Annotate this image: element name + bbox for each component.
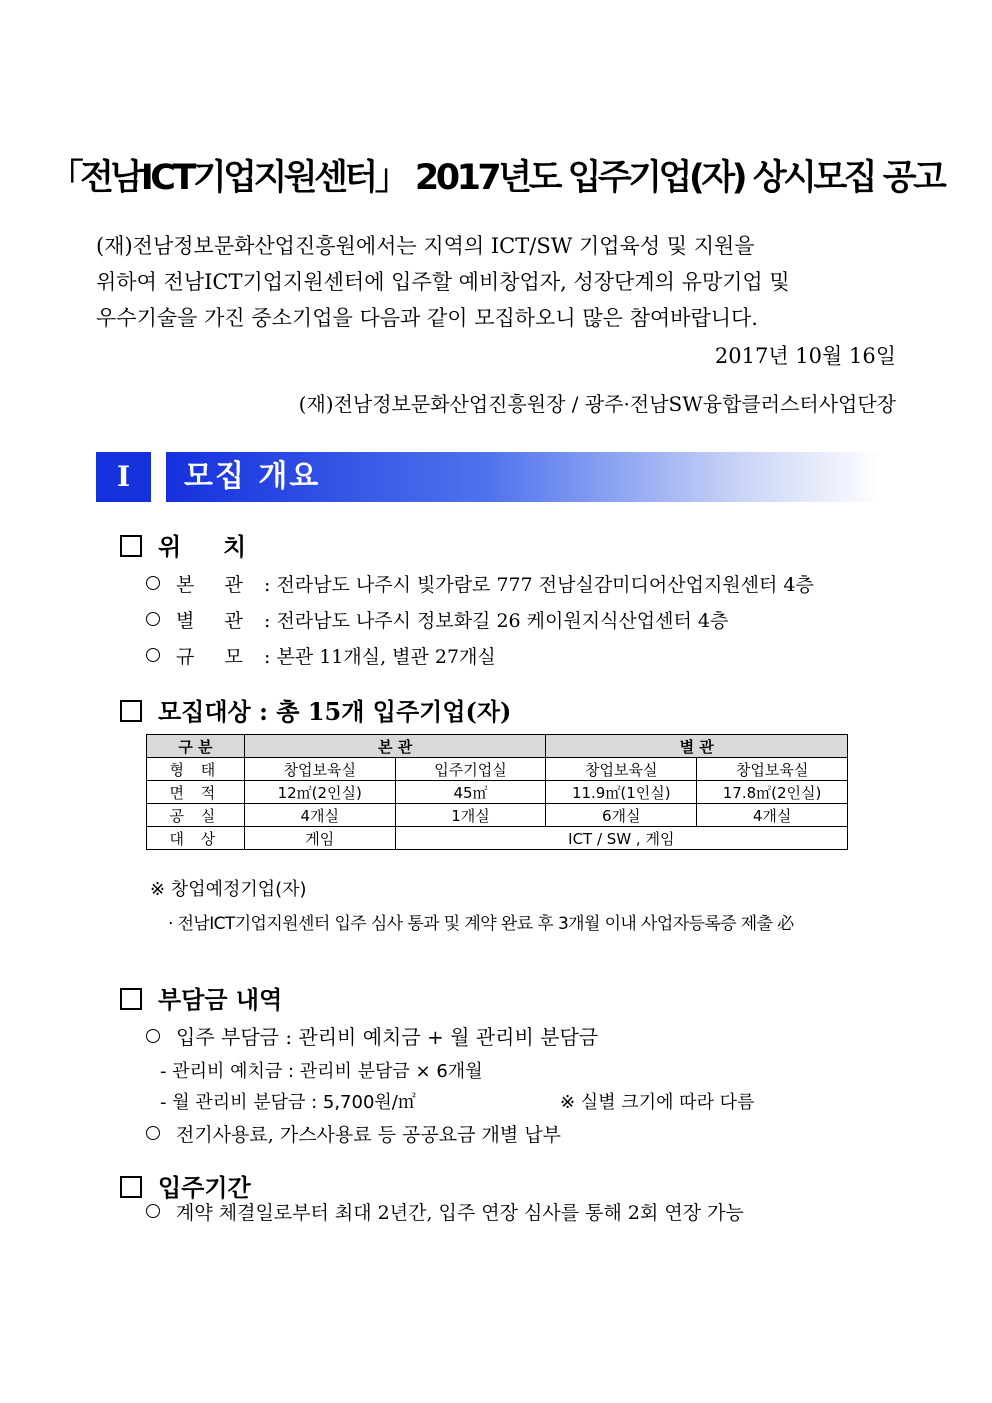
- recruitment-table: [146, 734, 848, 850]
- location-item-annex: 별 관 : 전라남도 나주시 정보화길 26 케이원지식산업센터 4층: [146, 606, 728, 633]
- table-cell: 4개실: [244, 804, 395, 827]
- table-cell: 게임: [244, 827, 395, 850]
- circle-bullet-icon: [146, 576, 160, 590]
- table-cell: ICT / SW , 게임: [395, 827, 847, 850]
- fees-item: 입주 부담금 : 관리비 예치금 + 월 관리비 분담금: [146, 1021, 598, 1050]
- table-cell: 4개실: [697, 804, 848, 827]
- intro-line: 우수기술을 가진 중소기업을 다음과 같이 모집하오니 많은 참여바랍니다.: [96, 306, 758, 330]
- circle-bullet-icon: [146, 1126, 160, 1140]
- table-cell: 11.9㎡(1인실): [546, 781, 697, 804]
- fees-heading: 부담금 내역: [120, 980, 282, 1015]
- checkbox-square-icon: [120, 535, 142, 557]
- location-item-main: 본 관 : 전라남도 나주시 빛가람로 777 전남실감미디어산업지원센터 4층: [146, 570, 814, 597]
- period-item: 계약 체결일로부터 최대 2년간, 입주 연장 심사를 통해 2회 연장 가능: [146, 1198, 744, 1225]
- intro-line: 위하여 전남ICT기업지원센터에 입주할 예비창업자, 성장단계의 유망기업 및: [96, 270, 790, 294]
- table-cell: 입주기업실: [395, 758, 546, 781]
- fees-item: 전기사용료, 가스사용료 등 공공요금 개별 납부: [146, 1120, 561, 1147]
- page-title: 「전남ICT기업지원센터」 2017년도 입주기업(자) 상시모집 공고: [48, 158, 944, 198]
- table-row: [147, 758, 848, 781]
- table-cell: 45㎡: [395, 781, 546, 804]
- note-title: ※ 창업예정기업(자): [150, 879, 307, 900]
- row-label: 대 상: [147, 827, 245, 850]
- table-cell: 17.8㎡(2인실): [697, 781, 848, 804]
- checkbox-square-icon: [120, 1176, 142, 1198]
- period-heading: 입주기간: [120, 1168, 251, 1203]
- intro-line: (재)전남정보문화산업진흥원에서는 지역의 ICT/SW 기업육성 및 지원을: [96, 234, 755, 258]
- location-heading: 위 치: [120, 527, 246, 562]
- table-row: [147, 827, 848, 850]
- checkbox-square-icon: [120, 700, 142, 722]
- table-cell: 6개실: [546, 804, 697, 827]
- intro-paragraph: [96, 228, 896, 336]
- fees-subitem: - 관리비 예치금 : 관리비 분담금 × 6개월: [160, 1061, 483, 1082]
- row-label: 면 적: [147, 781, 245, 804]
- location-item-scale: 규 모 : 본관 11개실, 별관 27개실: [146, 642, 496, 669]
- note-detail: · 전남ICT기업지원센터 입주 심사 통과 및 계약 완료 후 3개월 이내 사업자등록증 제출 必: [168, 914, 794, 934]
- circle-bullet-icon: [146, 648, 160, 662]
- row-label: 공 실: [147, 804, 245, 827]
- table-cell: 창업보육실: [546, 758, 697, 781]
- row-label: 형 태: [147, 758, 245, 781]
- table-header-cell: 구 분: [147, 735, 245, 758]
- table-cell: 1개실: [395, 804, 546, 827]
- target-heading: 모집대상 : 총 15개 입주기업(자): [120, 692, 511, 727]
- table-header-cell: 별 관: [546, 735, 848, 758]
- table-header-cell: 본 관: [244, 735, 546, 758]
- checkbox-square-icon: [120, 988, 142, 1010]
- fees-subitem-note: ※ 실별 크기에 따라 다름: [560, 1092, 755, 1113]
- fees-subitem: - 월 관리비 분담금 : 5,700원/㎡: [160, 1092, 416, 1113]
- table-cell: 12㎡(2인실): [244, 781, 395, 804]
- section-number: I: [96, 452, 151, 502]
- table-cell: 창업보육실: [697, 758, 848, 781]
- table-header-row: [147, 735, 848, 758]
- circle-bullet-icon: [146, 1204, 160, 1218]
- section-title: 모집 개요: [184, 459, 321, 494]
- circle-bullet-icon: [146, 1029, 160, 1043]
- circle-bullet-icon: [146, 612, 160, 626]
- issuing-organization: (재)전남정보문화산업진흥원장 / 광주·전남SW융합클러스터사업단장: [298, 392, 896, 416]
- announcement-date: 2017년 10월 16일: [714, 344, 896, 368]
- table-row: [147, 781, 848, 804]
- table-cell: 창업보육실: [244, 758, 395, 781]
- table-row: [147, 804, 848, 827]
